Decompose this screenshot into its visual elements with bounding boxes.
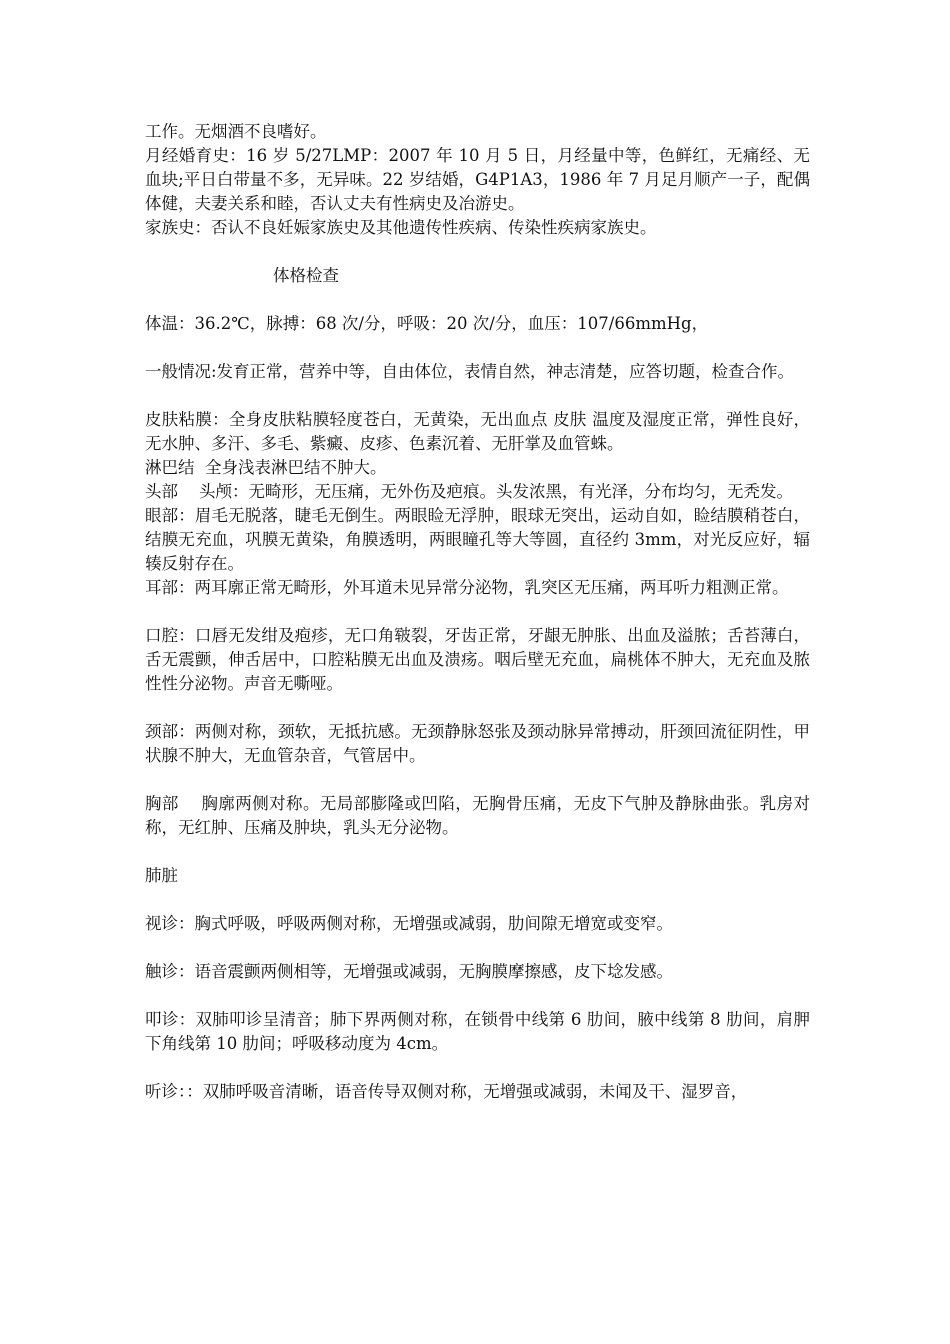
- eyes-paragraph: 眼部：眉毛无脱落，睫毛无倒生。两眼睑无浮肿，眼球无突出，运动自如，睑结膜稍苍白，结膜无充血，巩膜无黄染，角膜透明，两眼瞳孔等大等圆，直径约 3mm，对光反应好，辐辏反射存在。: [145, 506, 810, 573]
- ears-paragraph: 耳部：两耳廓正常无畸形，外耳道未见异常分泌物，乳突区无压痛，两耳听力粗测正常。: [145, 578, 789, 597]
- physical-exam-heading: 体格检查: [273, 266, 339, 285]
- neck-paragraph: 颈部：两侧对称，颈软，无抵抗感。无颈静脉怒张及颈动脉异常搏动，肝颈回流征阴性，甲状腺不肿大，无血管杂音，气管居中。: [145, 722, 810, 765]
- chest-paragraph: 胸部 胸廓两侧对称。无局部膨隆或凹陷，无胸骨压痛，无皮下气肿及静脉曲张。乳房对称，无红肿、压痛及肿块，乳头无分泌物。: [145, 794, 810, 837]
- general-condition-paragraph: 一般情况:发育正常，营养中等，自由体位，表情自然，神志清楚，应答切题，检查合作。: [145, 362, 795, 381]
- lungs-heading: 肺脏: [145, 866, 178, 885]
- document-page: [145, 120, 810, 1104]
- lymph-nodes-paragraph: 淋巴结 全身浅表淋巴结不肿大。: [145, 458, 387, 477]
- occupation-habits-paragraph: 工作。无烟酒不良嗜好。: [145, 122, 327, 141]
- skin-mucosa-paragraph: 皮肤粘膜：全身皮肤粘膜轻度苍白，无黄染，无出血点 皮肤 温度及湿度正常，弹性良好，无水肿、多汗、多毛、紫癜、皮疹、色素沉着、无肝掌及血管蛛。: [145, 410, 810, 453]
- palpation-paragraph: 触诊：语音震颤两侧相等，无增强或减弱，无胸膜摩擦感，皮下埝发感。: [145, 962, 673, 981]
- auscultation-paragraph: 听诊：：双肺呼吸音清晰，语音传导双侧对称，无增强或减弱，未闻及干、湿罗音，: [145, 1082, 748, 1101]
- inspection-paragraph: 视诊：胸式呼吸，呼吸两侧对称，无增强或减弱，肋间隙无增宽或变窄。: [145, 914, 673, 933]
- menstrual-marital-history-paragraph: 月经婚育史：16 岁 5/27LMP：2007 年 10 月 5 日，月经量中等，色鲜红，无痛经、无血块;平日白带量不多，无异味。22 岁结婚，G4P1A3，1986 年 7 月足月顺产一子，配偶体健，夫妻关系和睦，否认丈夫有性病史及冶游史。: [145, 146, 810, 213]
- vital-signs-paragraph: 体温：36.2℃，脉搏：68 次/分，呼吸：20 次/分，血压：107/66mmHg，: [145, 314, 709, 333]
- family-history-paragraph: 家族史：否认不良妊娠家族史及其他遗传性疾病、传染性疾病家族史。: [145, 218, 657, 237]
- percussion-paragraph: 叩诊：双肺叩诊呈清音；肺下界两侧对称，在锁骨中线第 6 肋间，腋中线第 8 肋间，肩胛下角线第 10 肋间；呼吸移动度为 4cm。: [145, 1010, 810, 1053]
- oral-cavity-paragraph: 口腔：口唇无发绀及疱疹，无口角皲裂，牙齿正常，牙龈无肿胀、出血及溢脓；舌苔薄白，舌无震颤，伸舌居中，口腔粘膜无出血及溃疡。咽后壁无充血，扁桃体不肿大，无充血及脓性性分泌物。声音无嘶哑。: [145, 626, 810, 693]
- head-paragraph: 头部 头颅：无畸形，无压痛，无外伤及疤痕。头发浓黑，有光泽，分布均匀，无秃发。: [145, 482, 793, 501]
